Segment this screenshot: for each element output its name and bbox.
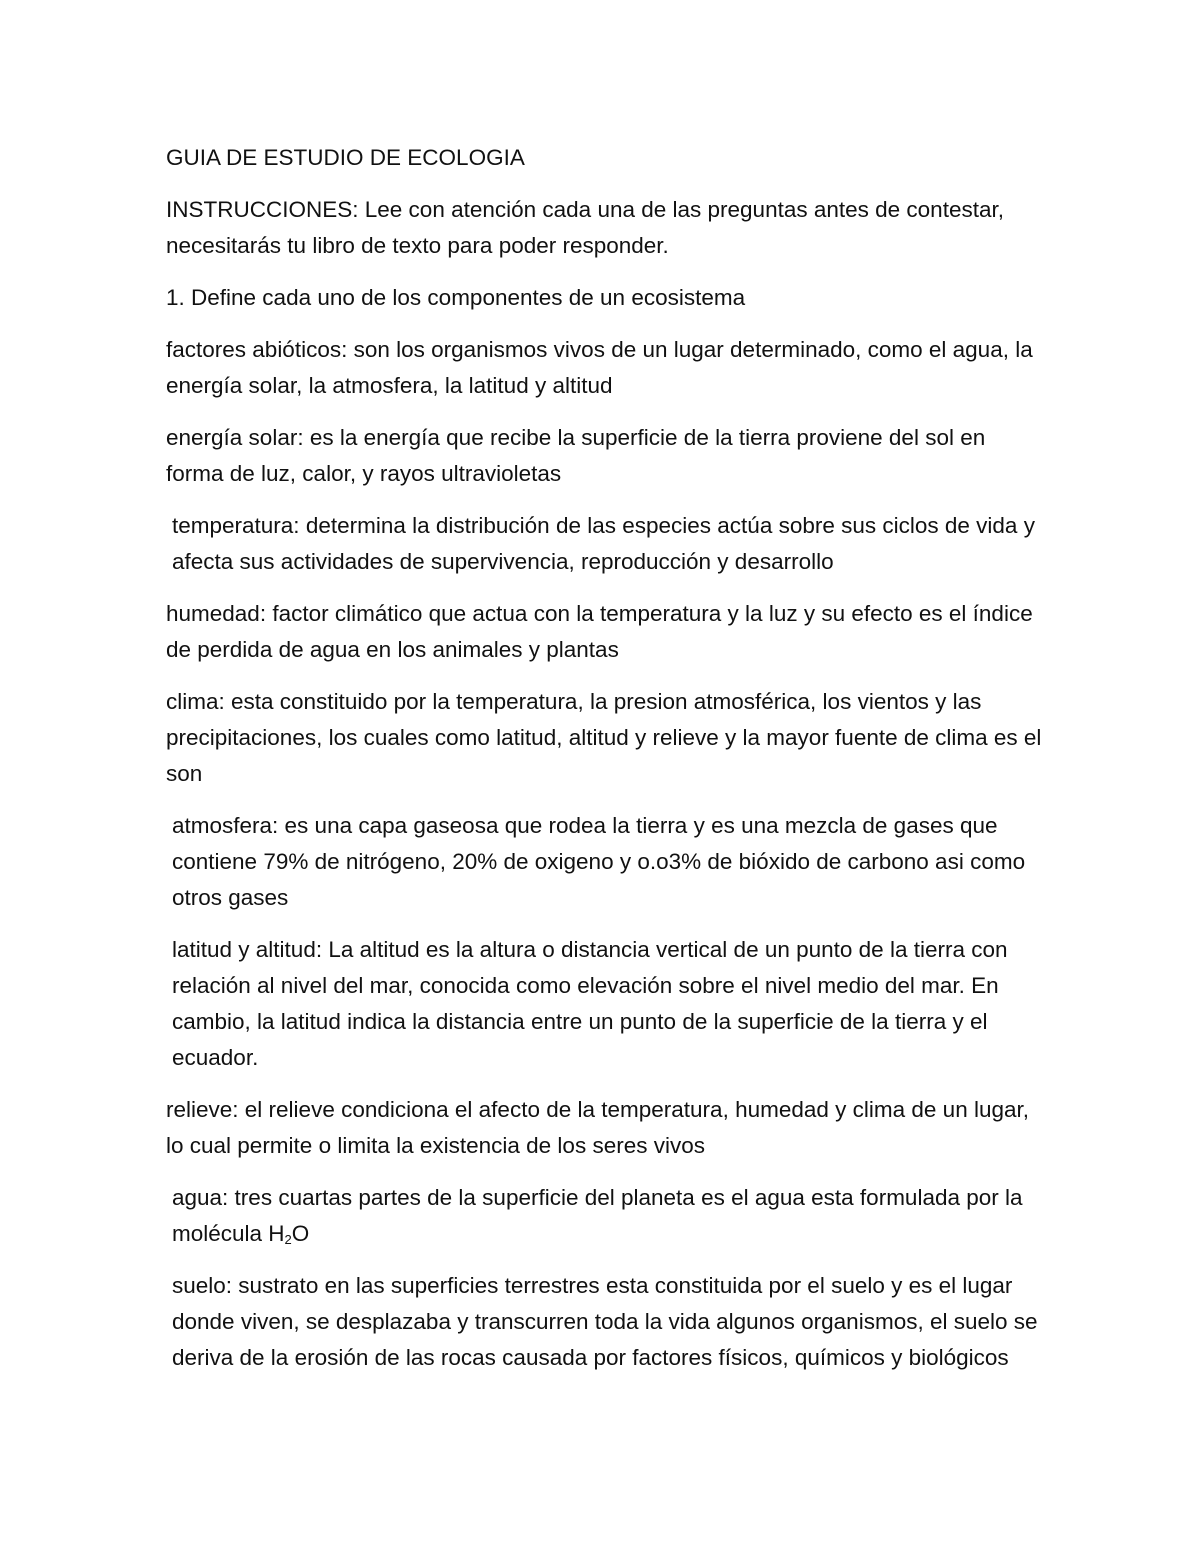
paragraph-humedad: humedad: factor climático que actua con la temperatura y la luz y su efecto es el índice de perdida de agua en los animales y plantas — [166, 601, 1033, 662]
instructions-paragraph: INSTRUCCIONES: Lee con atención cada una de las preguntas antes de contestar, necesitarás tu libro de texto para poder responder. — [166, 197, 1004, 258]
paragraph-suelo: suelo: sustrato en las superficies terrestres esta constituida por el suelo y es el lugar donde viven, se desplazaba y transcurren toda la vida algunos organismos, el suelo se deriva de la erosión de las rocas causada por factores físicos, químicos y biológicos — [172, 1273, 1038, 1370]
paragraph-temperatura: temperatura: determina la distribución de las especies actúa sobre sus ciclos de vida y afecta sus actividades de supervivencia, reproducción y desarrollo — [172, 513, 1035, 574]
page-title: GUIA DE ESTUDIO DE ECOLOGIA — [166, 145, 525, 170]
question-1: 1. Define cada uno de los componentes de un ecosistema — [166, 285, 746, 310]
agua-subscript: 2 — [284, 1232, 292, 1247]
paragraph-agua — [166, 1180, 1046, 1252]
paragraph-relieve: relieve: el relieve condiciona el afecto de la temperatura, humedad y clima de un lugar, lo cual permite o limita la existencia de los seres vivos — [166, 1097, 1029, 1158]
agua-text: agua: tres cuartas partes de la superficie del planeta es el agua esta formulada por la molécula H — [172, 1185, 1023, 1246]
paragraph-clima: clima: esta constituido por la temperatura, la presion atmosférica, los vientos y las precipitaciones, los cuales como latitud, altitud y relieve y la mayor fuente de clima es el son — [166, 689, 1042, 786]
paragraph-latitud-altitud: latitud y altitud: La altitud es la altura o distancia vertical de un punto de la tierra con relación al nivel del mar, conocida como elevación sobre el nivel medio del mar. En cambio, la latitud indica la distancia entre un punto de la superficie de la tierra y el ecuador. — [172, 937, 1008, 1070]
paragraph-factores-abioticos: factores abióticos: son los organismos vivos de un lugar determinado, como el agua, la energía solar, la atmosfera, la latitud y altitud — [166, 337, 1033, 398]
paragraph-atmosfera: atmosfera: es una capa gaseosa que rodea la tierra y es una mezcla de gases que contiene 79% de nitrógeno, 20% de oxigeno y o.o3% de bióxido de carbono asi como otros gases — [172, 813, 1026, 910]
agua-suffix: O — [291, 1221, 310, 1246]
document-body — [166, 140, 1046, 1392]
paragraph-energia-solar: energía solar: es la energía que recibe la superficie de la tierra proviene del sol en forma de luz, calor, y rayos ultravioletas — [166, 425, 986, 486]
